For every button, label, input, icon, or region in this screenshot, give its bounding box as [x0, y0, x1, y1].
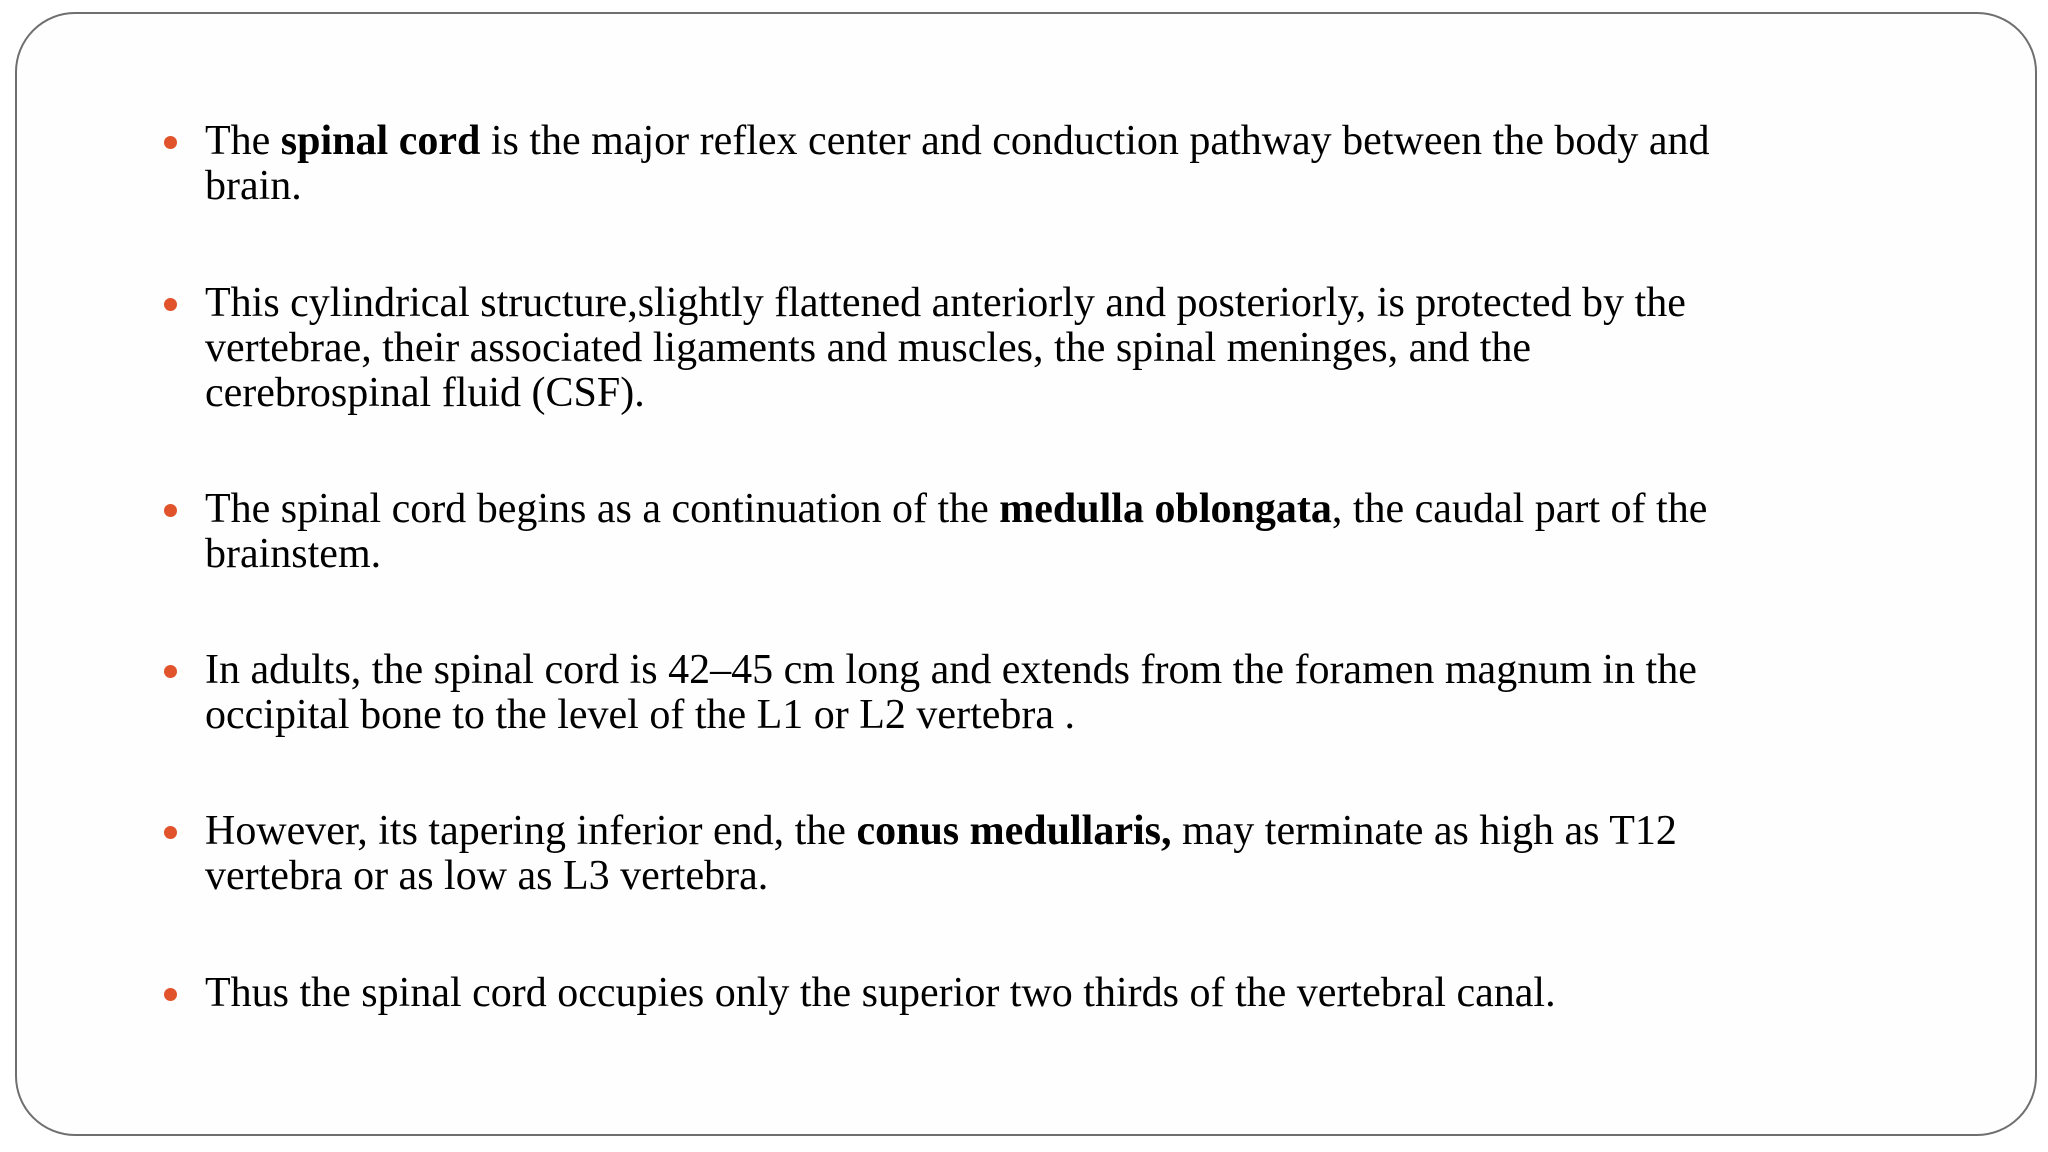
bullet-item-medulla-oblongata	[205, 487, 1945, 577]
text-run: The	[205, 118, 281, 164]
bullet-list	[17, 14, 2035, 1134]
text-run: brainstem.	[205, 531, 382, 577]
bullet-dot-icon	[164, 665, 177, 678]
bullet-item-conus-medullaris	[205, 809, 1945, 899]
bullet-dot-icon	[164, 298, 177, 311]
bullet-dot-icon	[164, 826, 177, 839]
text-run: Thus the spinal cord occupies only the superior two thirds of the vertebral canal.	[205, 970, 1556, 1016]
text-run: However, its tapering inferior end, the	[205, 808, 857, 854]
bullet-line	[205, 693, 1945, 738]
bullet-line	[205, 281, 1945, 326]
bullet-item-adult-length	[205, 648, 1945, 738]
bullet-line	[205, 971, 1945, 1016]
text-run: In adults, the spinal cord is 42–45 cm long and extends from the foramen magnum in the	[205, 647, 1697, 693]
bullet-dot-icon	[164, 504, 177, 517]
bullet-line	[205, 854, 1945, 899]
text-run: is the major reflex center and conduction pathway between the body and	[480, 118, 1710, 164]
text-run: may terminate as high as T12	[1171, 808, 1677, 854]
bullet-item-cylindrical-structure	[205, 281, 1945, 416]
bullet-item-two-thirds	[205, 971, 1945, 1016]
bold-term: medulla oblongata	[999, 486, 1332, 532]
text-run: The spinal cord begins as a continuation of the	[205, 486, 1000, 532]
bullet-line	[205, 809, 1945, 854]
text-run: occipital bone to the level of the L1 or L2 vertebra .	[205, 692, 1076, 738]
bold-term: spinal cord	[280, 118, 481, 164]
text-run: brain.	[205, 163, 302, 209]
bullet-line	[205, 532, 1945, 577]
bullet-dot-icon	[164, 988, 177, 1001]
bullet-line	[205, 326, 1945, 371]
text-run: vertebrae, their associated ligaments and muscles, the spinal meninges, and the	[205, 325, 1532, 371]
bullet-line	[205, 164, 1945, 209]
text-run: , the caudal part of the	[1331, 486, 1708, 532]
bullet-line	[205, 648, 1945, 693]
bullet-line	[205, 371, 1945, 416]
slide-frame	[15, 12, 2037, 1136]
text-run: cerebrospinal fluid (CSF).	[205, 370, 645, 416]
bullet-line	[205, 119, 1945, 164]
text-run: This cylindrical structure,slightly flattened anteriorly and posteriorly, is protected by the	[205, 280, 1686, 326]
bullet-item-spinal-cord-overview	[205, 119, 1945, 209]
bold-term: conus medullaris,	[856, 808, 1172, 854]
bullet-line	[205, 487, 1945, 532]
text-run: vertebra or as low as L3 vertebra.	[205, 853, 769, 899]
bullet-dot-icon	[164, 136, 177, 149]
